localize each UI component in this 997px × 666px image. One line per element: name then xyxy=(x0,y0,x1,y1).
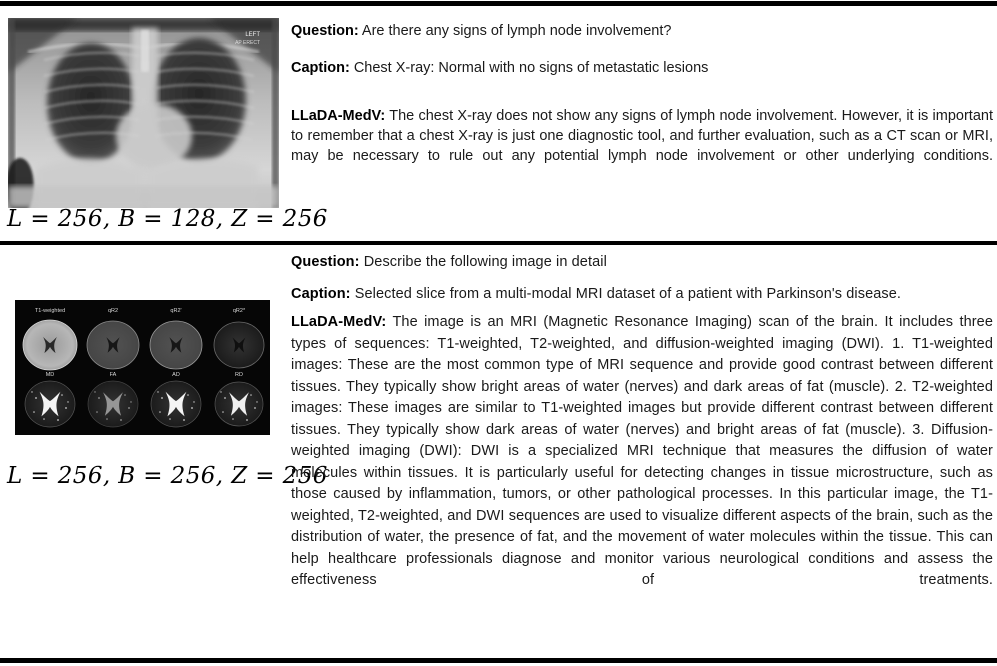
bottom-rule-divider xyxy=(0,658,997,663)
top-rule-divider xyxy=(0,1,997,6)
chest-xray-illustration xyxy=(8,18,279,208)
mri-label-rd: RD xyxy=(235,372,243,378)
caption-line xyxy=(291,58,993,78)
middle-rule-divider xyxy=(0,241,997,245)
question-text: Describe the following image in detail xyxy=(363,254,607,270)
caption-text: Selected slice from a multi-modal MRI dataset of a patient with Parkinson's disease. xyxy=(354,285,902,302)
caption-label: Caption: xyxy=(291,60,350,76)
mri-label-ad: AD xyxy=(172,372,180,378)
model-label: LLaDA-MedV: xyxy=(291,314,387,330)
image-size-label-2: L = 256, B = 256, Z = 256 xyxy=(7,463,328,489)
image-size-label-1: L = 256, B = 128, Z = 256 xyxy=(7,206,328,232)
mri-label-qr2-star: qR2* xyxy=(232,308,246,314)
xray-marker-position: AP ERECT xyxy=(235,40,260,46)
chest-xray-image xyxy=(8,18,279,208)
question-label: Question: xyxy=(291,254,360,270)
example-2-text-column xyxy=(291,252,993,592)
answer-text: The image is an MRI (Magnetic Resonance Imaging) scan of the brain. It includes three types of sequences: T1-weighted, T2-weighted, and diffusion-weighted imaging (DWI). 1. T1-weighted images: These are the most common type of MRI sequence and provide good contrast between different tissues. They typically show bright areas of water (nerves) and dark areas of fat (muscle). 2. T2-weighted images: These images are similar to T1-weighted images but provide different contrast between different tissues. They typically show dark areas of water (nerves) and bright areas of fat (muscle). 3. Diffusion-weighted imaging (DWI): DWI is a specialized MRI technique that measures the diffusion of water molecules within tissues. It is particularly useful for detecting changes in tissue microstructure, such as those caused by inflammation, tumors, or other pathological processes. In this particular image, the T1-weighted, T2-weighted, and DWI sequences are used to visualize different aspects of the brain, such as the distribution of water, the presence of fat, and the movement of water molecules within the tissue. This can help healthcare professionals diagnose and monitor various neurological conditions and assess the effectiveness of treatments. xyxy=(291,314,993,588)
question-label: Question: xyxy=(291,23,359,39)
caption-line xyxy=(291,284,993,306)
answer-text: The chest X-ray does not show any signs of lymph node involvement. However, it is important to remember that a chest X-ray is just one diagnostic tool, and further evaluation, such as a CT scan or MRI, may be necessary to rule out any potential lymph node involvement or other underlying conditions. xyxy=(291,108,993,164)
mri-label-qr2-prime: qR2' xyxy=(170,308,182,314)
xray-marker-left: LEFT xyxy=(245,32,260,38)
example-1-text-column xyxy=(291,21,993,166)
mri-label-t1: T1-weighted xyxy=(34,308,66,314)
caption-text: Chest X-ray: Normal with no signs of metastatic lesions xyxy=(353,60,709,76)
model-answer xyxy=(291,106,993,166)
mri-label-qr2: qR2 xyxy=(107,308,119,314)
caption-label: Caption: xyxy=(291,285,351,302)
question-line xyxy=(291,252,993,274)
question-line xyxy=(291,21,993,41)
mri-grid-illustration xyxy=(15,300,270,435)
mri-label-fa: FA xyxy=(109,372,117,378)
question-text: Are there any signs of lymph node involvement? xyxy=(361,23,672,39)
mri-label-md: MD xyxy=(45,372,55,378)
mri-grid-image xyxy=(15,300,270,435)
model-answer xyxy=(291,312,993,592)
model-label: LLaDA-MedV: xyxy=(291,108,386,124)
